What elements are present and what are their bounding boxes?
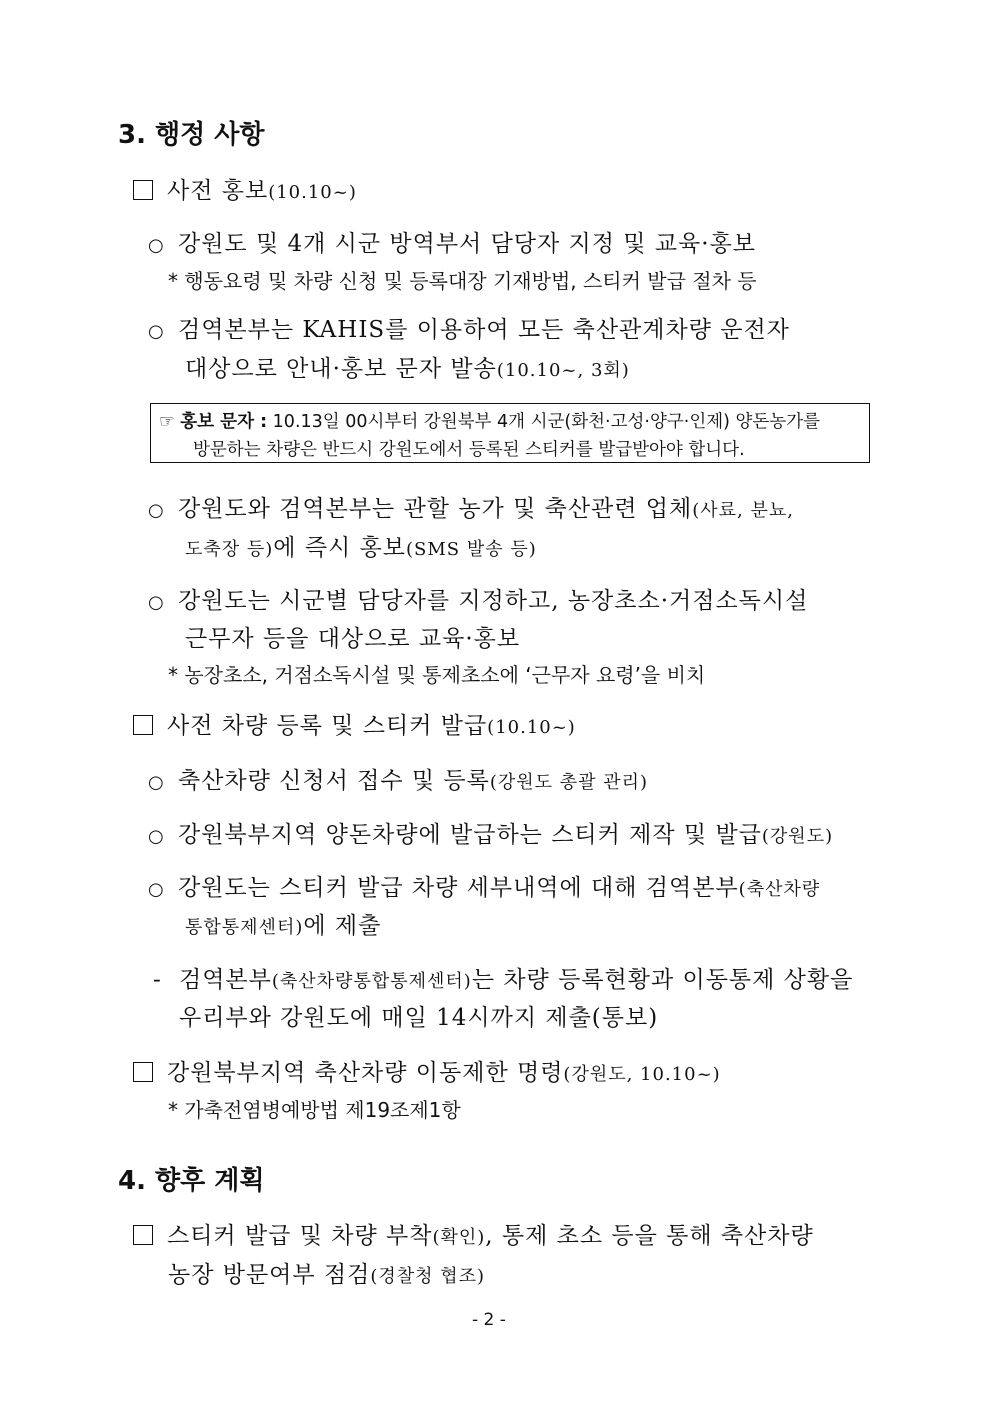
- promo-message-box: [150, 403, 870, 463]
- bullet-sticker-issuance: ○ 강원북부지역 양돈차량에 발급하는 스티커 제작 및 발급(강원도): [148, 822, 834, 848]
- dash-daily-report: - 검역본부(축산차량통합통제센터)는 차량 등록현황과 이동통제 상황을: [153, 967, 854, 993]
- dash-bullet-icon: -: [153, 967, 162, 993]
- bullet-application: ○ 축산차량 신청서 접수 및 등록(강원도 총괄 관리): [148, 768, 649, 794]
- item-future-plan-cont: 농장 방문여부 점검(경찰청 협조): [168, 1262, 486, 1288]
- bullet-county-staff: ○ 강원도는 시군별 담당자를 지정하고, 농장초소·거점소독시설: [148, 588, 809, 614]
- bullet-kahis-message-cont: 대상으로 안내·홍보 문자 발송(10.10~, 3회): [185, 356, 630, 382]
- pointing-hand-icon: ☞: [159, 412, 175, 432]
- circle-bullet-icon: ○: [148, 592, 165, 613]
- note-guidelines: * 행동요령 및 차량 신청 및 등록대장 기재방법, 스티커 발급 절차 등: [168, 269, 757, 293]
- bullet-submit-details: ○ 강원도는 스티커 발급 차량 세부내역에 대해 검역본부(축산차량: [148, 875, 821, 901]
- promo-message-line1: 10.13일 00시부터 강원북부 4개 시군(화천·고성·양구·인제) 양돈농가를: [272, 412, 821, 432]
- checkbox-square-icon: [133, 1062, 153, 1082]
- item-future-plan: 스티커 발급 및 차량 부착(확인), 통제 초소 등을 통해 축산차량: [133, 1217, 814, 1250]
- circle-bullet-icon: ○: [148, 235, 165, 256]
- bullet-county-staff-cont: 근무자 등을 대상으로 교육·홍보: [185, 626, 521, 652]
- section-3-heading: 3. 행정 사항: [118, 120, 265, 150]
- circle-bullet-icon: ○: [148, 772, 165, 793]
- checkbox-square-icon: [133, 715, 153, 735]
- item-movement-restriction: 강원북부지역 축산차량 이동제한 명령(강원도, 10.10~): [133, 1054, 721, 1087]
- dash-daily-report-cont: 우리부와 강원도에 매일 14시까지 제출(통보): [179, 1005, 659, 1031]
- bullet-designate-staff: ○ 강원도 및 4개 시군 방역부서 담당자 지정 및 교육·홍보: [148, 231, 757, 257]
- bullet-immediate-promo-cont: 도축장 등)에 즉시 홍보(SMS 발송 등): [185, 535, 537, 561]
- note-law-reference: * 가축전염병예방법 제19조제1항: [168, 1098, 461, 1122]
- promo-message-label: 홍보 문자 :: [180, 412, 268, 432]
- circle-bullet-icon: ○: [148, 826, 165, 847]
- item-vehicle-registration: 사전 차량 등록 및 스티커 발급(10.10~): [133, 707, 576, 740]
- circle-bullet-icon: ○: [148, 321, 165, 342]
- circle-bullet-icon: ○: [148, 500, 165, 521]
- circle-bullet-icon: ○: [148, 879, 165, 900]
- bullet-immediate-promo: ○ 강원도와 검역본부는 관할 농가 및 축산관련 업체(사료, 분뇨,: [148, 496, 794, 522]
- note-worker-guide: * 농장초소, 거점소독시설 및 통제초소에 ‘근무자 요령’을 비치: [168, 663, 706, 687]
- item-advance-promotion: 사전 홍보(10.10~): [133, 172, 357, 205]
- checkbox-square-icon: [133, 1225, 153, 1245]
- checkbox-square-icon: [133, 180, 153, 200]
- promo-message-line2: 방문하는 차량은 반드시 강원도에서 등록된 스티커를 발급받아야 합니다.: [193, 440, 745, 460]
- bullet-submit-details-cont: 통합통제센터)에 제출: [185, 913, 382, 939]
- section-4-heading: 4. 향후 계획: [118, 1166, 265, 1196]
- bullet-kahis-message: ○ 검역본부는 KAHIS를 이용하여 모든 축산관계차량 운전자: [148, 317, 790, 343]
- page-number: - 2 -: [472, 1310, 506, 1330]
